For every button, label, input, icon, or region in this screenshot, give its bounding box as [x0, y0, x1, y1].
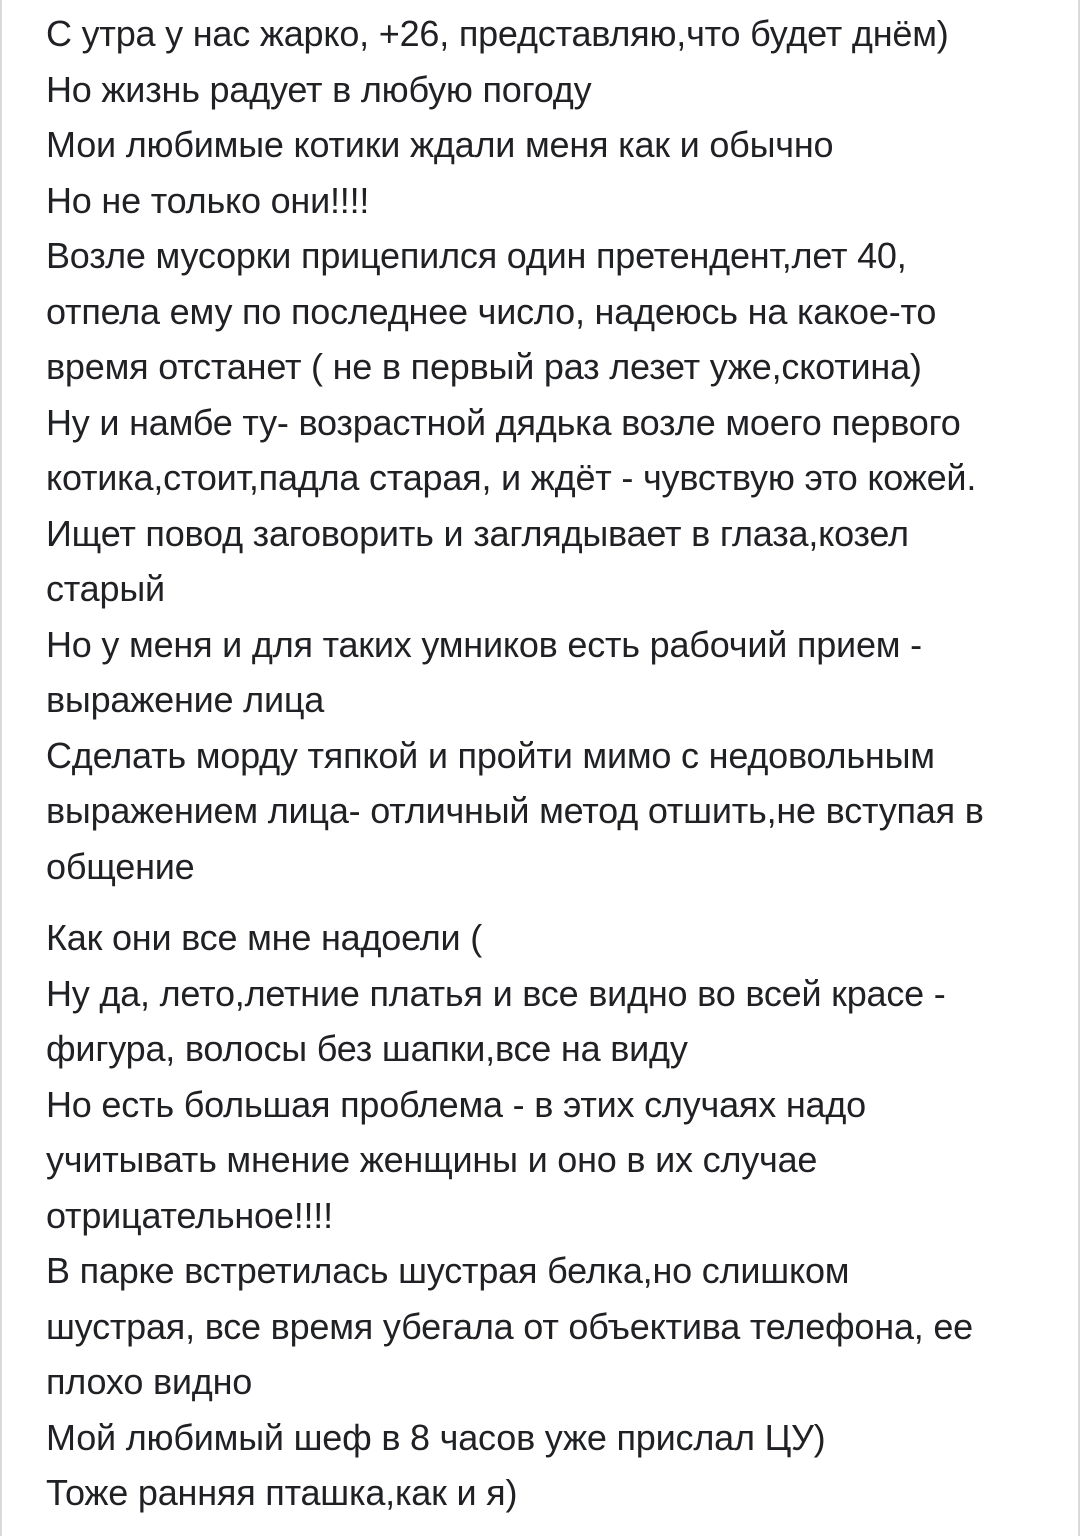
- text-line: выражение лица: [46, 679, 325, 720]
- text-line: шустрая, все время убегала от объектива телефона, ее: [46, 1305, 974, 1347]
- text-line: Сделать морду тяпкой и пройти мимо с недовольным: [46, 734, 935, 776]
- text-line: плохо видно: [46, 1361, 253, 1402]
- text-line: отрицательное!!!!: [46, 1194, 333, 1236]
- text-line: Но есть большая проблема - в этих случаях надо: [46, 1083, 866, 1125]
- text-line: Ищет повод заговорить и заглядывает в глаза,козел: [46, 512, 909, 554]
- text-line: Мой любимый шеф в 8 часов уже прислал ЦУ): [46, 1416, 826, 1458]
- text-line: отпела ему по последнее число, надеюсь на какое-то: [46, 290, 937, 332]
- text-line: общение: [46, 845, 195, 887]
- text-line: Но не только они!!!!: [46, 179, 370, 221]
- text-line: Ну да, лето,летние платья и все видно во всей красе -: [46, 972, 946, 1014]
- text-line: Мои любимые котики ждали меня как и обычно: [46, 124, 834, 165]
- text-line: учитывать мнение женщины и оно в их случае: [46, 1139, 818, 1180]
- text-line: С утра у нас жарко, +26, представляю,что будет днём): [46, 13, 949, 54]
- text-line: Как они все мне надоели (: [46, 917, 483, 958]
- post-text: [46, 6, 1056, 1521]
- text-line: старый: [46, 568, 165, 609]
- text-line: Возле мусорки прицепился один претендент,лет 40,: [46, 235, 907, 276]
- text-line: Ну и намбе ту- возрастной дядька возле моего первого: [46, 401, 961, 443]
- text-line: котика,стоит,падла старая, и ждёт - чувствую это кожей.: [46, 457, 977, 498]
- text-line: Тоже ранняя пташка,как и я): [46, 1472, 518, 1513]
- text-line: фигура, волосы без шапки,все на виду: [46, 1028, 688, 1069]
- text-line: В парке встретилась шустрая белка,но слишком: [46, 1250, 850, 1291]
- text-line: Но у меня и для таких умников есть рабочий прием -: [46, 623, 922, 665]
- text-line: время отстанет ( не в первый раз лезет уже,скотина): [46, 346, 922, 387]
- text-line: Но жизнь радует в любую погоду: [46, 68, 592, 110]
- paragraph-gap: [46, 894, 1056, 910]
- text-line: выражением лица- отличный метод отшить,не вступая в: [46, 790, 984, 831]
